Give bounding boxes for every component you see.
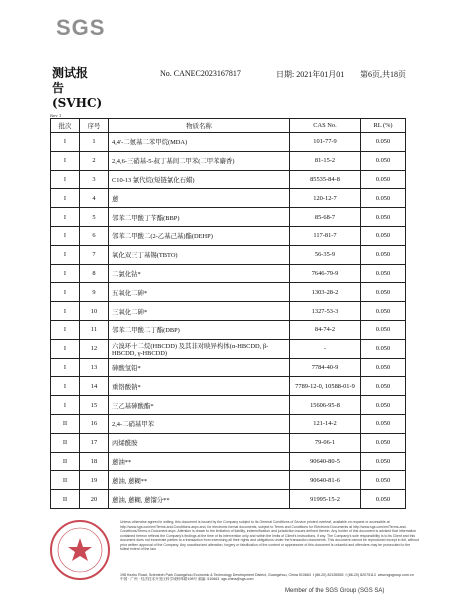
cell-batch: I (51, 339, 80, 358)
cell-no: 18 (80, 452, 109, 471)
cell-name: 二氯化钴* (109, 264, 290, 283)
cell-cas: 120-12-7 (290, 189, 361, 208)
cell-batch: I (51, 283, 80, 302)
cell-batch: I (51, 377, 80, 396)
cell-batch: II (51, 414, 80, 433)
cell-batch: I (51, 358, 80, 377)
cell-no: 7 (80, 245, 109, 264)
cell-rl: 0.050 (361, 226, 406, 245)
cell-no: 3 (80, 170, 109, 189)
header-cas: CAS No. (290, 119, 361, 133)
cell-no: 8 (80, 264, 109, 283)
cell-no: 10 (80, 302, 109, 321)
cell-batch: I (51, 226, 80, 245)
cell-cas: - (290, 339, 361, 358)
cell-no: 6 (80, 226, 109, 245)
table-row (51, 151, 406, 170)
table-row (51, 302, 406, 321)
cell-name: 2,4,6-三硝基-5-叔丁基间二甲苯(二甲苯麝香) (109, 151, 290, 170)
table-row (51, 189, 406, 208)
cell-name: 蒽油, 蒽糊** (109, 471, 290, 490)
table-row (51, 433, 406, 452)
cell-cas: 7789-12-0, 10588-01-9 (290, 377, 361, 396)
email-link[interactable]: sgs.china@sgs.com (221, 577, 254, 581)
cell-rl: 0.050 (361, 189, 406, 208)
cell-rl: 0.050 (361, 245, 406, 264)
cell-batch: II (51, 452, 80, 471)
cell-name: 蒽油** (109, 452, 290, 471)
cell-rl: 0.050 (361, 320, 406, 339)
cell-cas: 56-35-9 (290, 245, 361, 264)
cell-cas: 7784-40-9 (290, 358, 361, 377)
cell-name: 六溴环十二烷(HBCDD) 及其非对映异构体(α-HBCDD, β-HBCDD, γ-HBCDD) (109, 339, 290, 358)
cell-name: 氧化双三丁基锡(TBTO) (109, 245, 290, 264)
table-row (51, 377, 406, 396)
cell-rl: 0.050 (361, 302, 406, 321)
cell-batch: I (51, 302, 80, 321)
cell-cas: 121-14-2 (290, 414, 361, 433)
logo-text: SGS (56, 15, 106, 40)
table-row (51, 208, 406, 227)
report-number: No. CANEC2023167817 (160, 69, 241, 78)
cell-cas: 85-68-7 (290, 208, 361, 227)
cell-cas: 1327-53-3 (290, 302, 361, 321)
cell-rl: 0.050 (361, 471, 406, 490)
cell-name: 三氧化二砷* (109, 302, 290, 321)
table-row (51, 490, 406, 509)
header-batch: 批次 (51, 119, 80, 133)
cell-cas: 79-06-1 (290, 433, 361, 452)
cell-cas: 84-74-2 (290, 320, 361, 339)
cell-name: 五氧化二砷* (109, 283, 290, 302)
cell-batch: I (51, 245, 80, 264)
cell-no: 11 (80, 320, 109, 339)
report-title (52, 66, 102, 111)
svhc-table (50, 118, 406, 509)
cell-name: 蒽油, 蒽糊, 蒽馏分** (109, 490, 290, 509)
table-row (51, 245, 406, 264)
table-row (51, 358, 406, 377)
cell-name: 蒽 (109, 189, 290, 208)
cell-cas: 90640-81-6 (290, 471, 361, 490)
cell-batch: I (51, 208, 80, 227)
cell-batch: I (51, 189, 80, 208)
cell-cas: 91995-15-2 (290, 490, 361, 509)
cell-no: 13 (80, 358, 109, 377)
cell-cas: 101-77-9 (290, 133, 361, 152)
table-row (51, 414, 406, 433)
small-note: Rev 1 (50, 113, 62, 118)
cell-batch: I (51, 133, 80, 152)
cell-rl: 0.050 (361, 208, 406, 227)
cell-batch: I (51, 151, 80, 170)
company-stamp (48, 518, 112, 582)
table-row (51, 226, 406, 245)
cell-name: 邻苯二甲酸丁苄酯(BBP) (109, 208, 290, 227)
table-row (51, 452, 406, 471)
cell-no: 20 (80, 490, 109, 509)
cell-batch: I (51, 320, 80, 339)
cell-rl: 0.050 (361, 433, 406, 452)
table-row (51, 471, 406, 490)
title-line-1: 测试报 (52, 66, 89, 80)
header-substance: 物质名称 (109, 119, 290, 133)
table-row (51, 339, 406, 358)
table-body (51, 133, 406, 509)
cell-no: 17 (80, 433, 109, 452)
table-row (51, 320, 406, 339)
cell-name: C10-13 氯代烷(短链氯化石蜡) (109, 170, 290, 189)
sgs-membership: Member of the SGS Group (SGS SA) (285, 588, 385, 594)
cell-no: 9 (80, 283, 109, 302)
report-date: 日期: 2021年01月01 (276, 70, 345, 79)
table-row (51, 133, 406, 152)
address-cn: 中国 · 广州 · 经济技术开发区科学城科珠路198号 邮编: 510663 sgs.china@sgs.com (120, 577, 254, 581)
cell-batch: I (51, 396, 80, 415)
table-header-row (51, 119, 406, 133)
cell-name: 2,4-二硝基甲苯 (109, 414, 290, 433)
cell-batch: II (51, 490, 80, 509)
cell-rl: 0.050 (361, 396, 406, 415)
cell-rl: 0.050 (361, 133, 406, 152)
cell-rl: 0.050 (361, 339, 406, 358)
disclaimer-text: Unless otherwise agreed in writing, this document is issued by the Company subject to its General Conditions of Service printed overleaf, available on request or accessible at http://www.sgs.com/en/Terms-and-Conditions.aspx and, for electronic format documents, subject to Terms and Conditions for Electronic Documents at http://www.sgs.com/en/Terms-and-Conditions/Terms-e-Document.aspx. Attention is drawn to the limitation of liability, indemnification and jurisdiction issues defined therein. Any holder of this document is advised that information contained hereon reflects the Company's findings at the time of its intervention only and within the limits of Client's instructions, if any. The Company's sole responsibility is to its Client and this document does not exonerate parties to a transaction from exercising all their rights and obligations under the transaction documents. This document cannot be reproduced except in full, without prior written approval of the Company. Any unauthorized alteration, forgery or falsification of the content or appearance of this document is unlawful and offenders may be prosecuted to the fullest extent of the law. (120, 520, 419, 551)
cell-rl: 0.050 (361, 264, 406, 283)
cell-name: 砷酸氢铅* (109, 358, 290, 377)
header-no: 序号 (80, 119, 109, 133)
cell-name: 4,4'-二氨基二苯甲烷(MDA) (109, 133, 290, 152)
cell-rl: 0.050 (361, 377, 406, 396)
title-line-2: 告 (52, 81, 65, 95)
cell-cas: 117-81-7 (290, 226, 361, 245)
sgs-logo (56, 16, 132, 40)
cell-rl: 0.050 (361, 151, 406, 170)
cell-name: 丙烯酰胺 (109, 433, 290, 452)
cell-no: 1 (80, 133, 109, 152)
cell-cas: 7646-79-9 (290, 264, 361, 283)
cell-no: 4 (80, 189, 109, 208)
website-link[interactable]: www.sgsgroup.com.cn (377, 573, 414, 577)
cell-rl: 0.050 (361, 490, 406, 509)
cell-rl: 0.050 (361, 414, 406, 433)
cell-no: 15 (80, 396, 109, 415)
cell-no: 16 (80, 414, 109, 433)
cell-name: 重铬酸钠* (109, 377, 290, 396)
cell-rl: 0.050 (361, 283, 406, 302)
cell-rl: 0.050 (361, 170, 406, 189)
address-block (120, 573, 420, 582)
cell-name: 三乙基砷酸酯* (109, 396, 290, 415)
table-row (51, 170, 406, 189)
cell-name: 邻苯二甲酸二丁酯(DBP) (109, 320, 290, 339)
table-row (51, 264, 406, 283)
header-rl: RL (%) (361, 119, 406, 133)
cell-cas: 85535-84-8 (290, 170, 361, 189)
cell-rl: 0.050 (361, 452, 406, 471)
cell-batch: II (51, 433, 80, 452)
cell-batch: I (51, 170, 80, 189)
table-row (51, 283, 406, 302)
cell-rl: 0.050 (361, 358, 406, 377)
page-number: 第6页,共18页 (360, 70, 406, 79)
cell-no: 14 (80, 377, 109, 396)
address-en: 198 Kezhu Road, Scientech Park Guangzhou Economic & Technology Development District, Guangzhou, China 510663 t (86-20) 82155555 f (86-20) 82075113 www.sgsgroup.com.cn (120, 573, 414, 577)
cell-batch: I (51, 264, 80, 283)
cell-cas: 90640-80-5 (290, 452, 361, 471)
cell-no: 2 (80, 151, 109, 170)
cell-cas: 15606-95-8 (290, 396, 361, 415)
title-line-3: (SVHC) (52, 96, 103, 110)
table-row (51, 396, 406, 415)
cell-no: 19 (80, 471, 109, 490)
cell-no: 5 (80, 208, 109, 227)
cell-no: 12 (80, 339, 109, 358)
cell-name: 邻苯二甲酸二(2-乙基己基)酯(DEHP) (109, 226, 290, 245)
cell-cas: 1303-28-2 (290, 283, 361, 302)
cell-cas: 81-15-2 (290, 151, 361, 170)
cell-batch: II (51, 471, 80, 490)
